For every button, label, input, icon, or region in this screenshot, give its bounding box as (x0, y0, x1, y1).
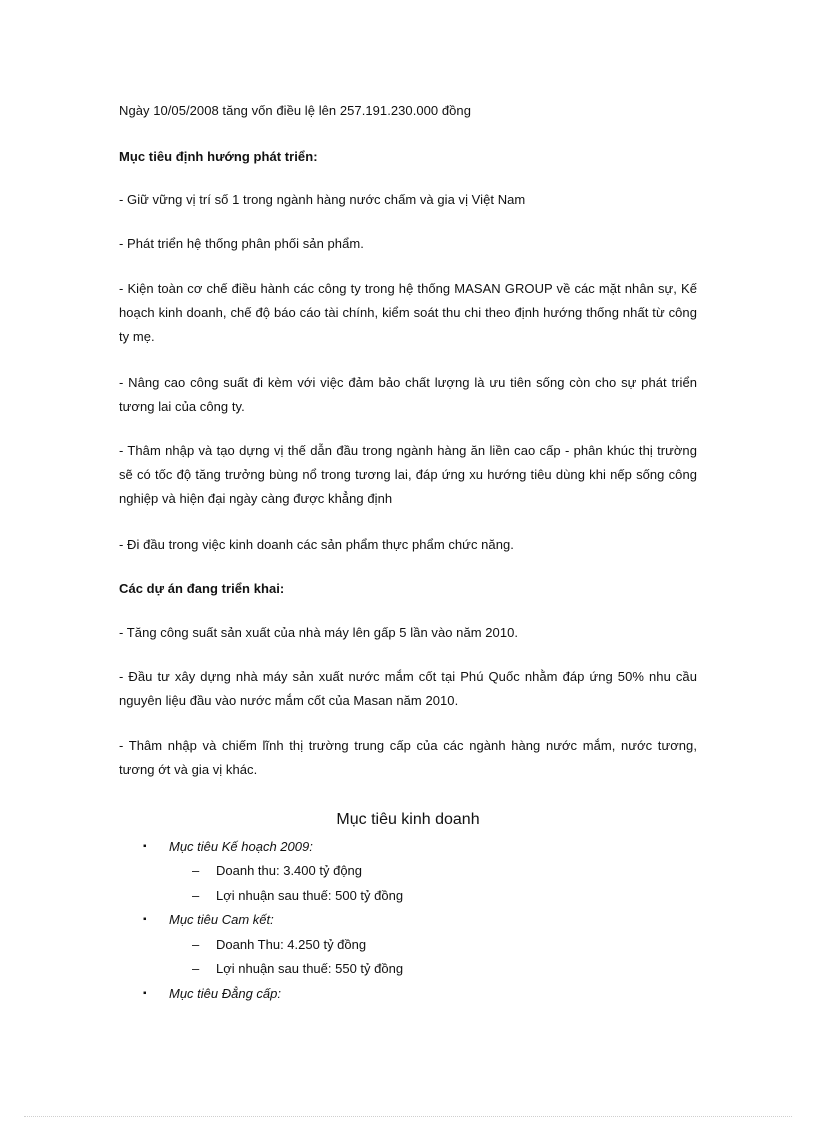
goal-item: - Đi đầu trong việc kinh doanh các sản phẩm thực phẩm chức năng. (119, 537, 514, 552)
goal-detail: Lợi nhuận sau thuế: 550 tỷ đồng (216, 961, 404, 976)
dash-bullet-icon: – (192, 888, 200, 903)
list-item (143, 835, 543, 859)
business-goals-title: Mục tiêu kinh doanh (336, 811, 480, 828)
square-bullet-icon: ▪ (143, 914, 147, 925)
dash-bullet-icon: – (192, 961, 200, 976)
goal-item: - Phát triển hệ thống phân phối sản phẩm. (119, 236, 364, 251)
list-item (192, 933, 592, 957)
capital-increase-line: Ngày 10/05/2008 tăng vốn điều lệ lên 257.191.230.000 đồng (119, 103, 471, 118)
list-item (143, 982, 543, 1006)
goal-detail: Doanh Thu: 4.250 tỷ đồng (216, 937, 367, 952)
page-bottom-divider (24, 1116, 792, 1117)
goal-label: Mục tiêu Đẳng cấp: (169, 986, 282, 1001)
square-bullet-icon: ▪ (143, 841, 147, 852)
list-item (143, 908, 543, 932)
goal-item: - Kiện toàn cơ chế điều hành các công ty trong hệ thống MASAN GROUP về các mặt nhân sự, Kế hoạch kinh doanh, chế độ báo cáo tài chính, kiểm soát thu chi theo định hướng thống nhất từ công ty mẹ. (119, 281, 697, 344)
goal-detail: Doanh thu: 3.400 tỷ động (216, 863, 363, 878)
goal-detail: Lợi nhuận sau thuế: 500 tỷ đồng (216, 888, 404, 903)
goal-label: Mục tiêu Kế hoạch 2009: (169, 839, 313, 854)
dash-bullet-icon: – (192, 863, 200, 878)
goal-label: Mục tiêu Cam kết: (169, 912, 274, 927)
development-goals-heading: Mục tiêu định hướng phát triển: (119, 149, 318, 164)
square-bullet-icon: ▪ (143, 988, 147, 999)
project-item: - Đầu tư xây dựng nhà máy sản xuất nước mắm cốt tại Phú Quốc nhằm đáp ứng 50% nhu cầu nguyên liệu đầu vào nước mắm cốt của Masan năm 2010. (119, 669, 697, 708)
project-item: - Thâm nhập và chiếm lĩnh thị trường trung cấp của các ngành hàng nước mắm, nước tương, tương ớt và gia vị khác. (119, 738, 697, 777)
goal-item: - Nâng cao công suất đi kèm với việc đảm bảo chất lượng là ưu tiên sống còn cho sự phát triển tương lai của công ty. (119, 375, 697, 414)
dash-bullet-icon: – (192, 937, 200, 952)
project-item: - Tăng công suất sản xuất của nhà máy lên gấp 5 lần vào năm 2010. (119, 625, 519, 640)
goal-item: - Thâm nhập và tạo dựng vị thế dẫn đầu trong ngành hàng ăn liền cao cấp - phân khúc thị trường sẽ có tốc độ tăng trưởng bùng nổ trong tương lai, đáp ứng xu hướng tiêu dùng khi nếp sống công nghiệp và hiện đại ngày càng được khẳng định (119, 443, 697, 506)
list-item (192, 884, 592, 908)
list-item (192, 859, 592, 883)
projects-heading: Các dự án đang triển khai: (119, 581, 285, 596)
list-item (192, 957, 592, 981)
goal-item: - Giữ vững vị trí số 1 trong ngành hàng nước chấm và gia vị Việt Nam (119, 192, 526, 207)
